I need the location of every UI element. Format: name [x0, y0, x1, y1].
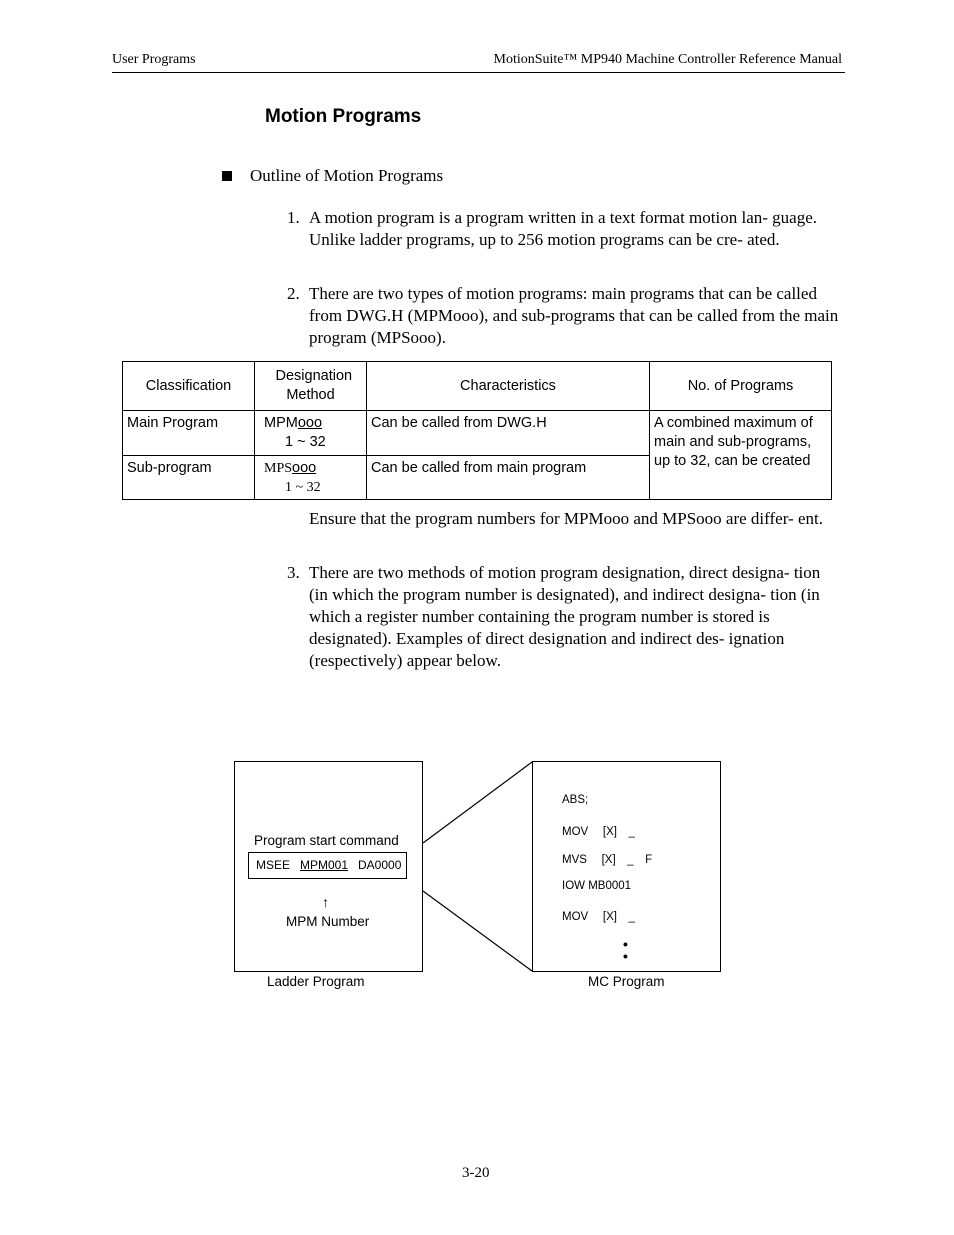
- ladder-program-caption: Ladder Program: [267, 974, 365, 989]
- mc-program-caption: MC Program: [588, 974, 665, 989]
- ellipsis-dot: •: [623, 936, 628, 952]
- mpm-number-label: MPM Number: [286, 914, 370, 929]
- table-header-characteristics: Characteristics: [367, 362, 650, 411]
- command-program: MPM001: [300, 858, 349, 872]
- command-register: DA0000: [358, 858, 402, 872]
- command-box: [248, 852, 407, 879]
- ellipsis-dot: •: [623, 948, 628, 964]
- code-line: MOV [X] _: [562, 826, 635, 838]
- arrow-up-icon: ↑: [322, 894, 329, 910]
- code-line: MOV [X] _: [562, 911, 635, 923]
- section-title: Motion Programs: [265, 106, 422, 127]
- code-line: IOW MB0001: [562, 880, 632, 892]
- running-header-left: User Programs: [112, 52, 196, 67]
- table-cell-characteristics: Can be called from DWG.H: [367, 411, 650, 456]
- connector-line-bottom: [423, 891, 532, 971]
- table-header-designation-text: Designation Method: [275, 368, 353, 403]
- bullet-heading: Outline of Motion Programs: [250, 166, 444, 185]
- designation-suffix: ooo: [297, 415, 323, 431]
- page-number: 3-20: [462, 1165, 490, 1181]
- table-cell-classification: Sub-program: [123, 456, 255, 500]
- list-item-text: A motion program is a program written in a text format motion lan- guage. Unlike ladder programs, up to 256 motion programs can be cre- ated.: [309, 208, 817, 249]
- table-cell-no-of-programs: A combined maximum of main and sub-programs, up to 32, can be created: [650, 411, 832, 500]
- list-item-number: 1.: [287, 208, 300, 227]
- running-header-right: MotionSuite™ MP940 Machine Controller Reference Manual: [493, 52, 842, 67]
- list-item-text: There are two methods of motion program designation, direct designa- tion (in which the program number is designated), and indirect designa- tion (in which a register number containing the program number is stored is designated). Examples of direct designation and indirect des- ignation (respectively) appear below.: [309, 563, 821, 670]
- table-cell-classification: Main Program: [123, 411, 255, 456]
- list-item-text: There are two types of motion programs: main programs that can be called from DWG.H (MPMooo), and sub-programs that can be called from the main program (MPSooo).: [309, 284, 839, 347]
- designation-prefix: MPS: [264, 461, 293, 476]
- designation-range: 1 ~ 32: [285, 480, 321, 495]
- code-line: ABS;: [562, 794, 589, 806]
- note-text: Ensure that the program numbers for MPMooo and MPSooo are differ- ent.: [309, 509, 823, 528]
- table-cell-characteristics: Can be called from main program: [367, 456, 650, 500]
- table-header-no-of-programs: No. of Programs: [650, 362, 832, 411]
- code-line: MVS [X] _ F: [562, 854, 653, 866]
- designation-range: 1 ~ 32: [285, 434, 326, 450]
- designation-suffix: ooo: [292, 460, 317, 476]
- table-header-classification: Classification: [123, 362, 255, 411]
- list-item-number: 2.: [287, 284, 300, 303]
- list-item-number: 3.: [287, 563, 300, 582]
- command-op: MSEE: [256, 858, 291, 872]
- connector-line-top: [423, 762, 532, 843]
- program-start-command-label: Program start command: [254, 833, 399, 848]
- designation-prefix: MPM: [264, 415, 298, 431]
